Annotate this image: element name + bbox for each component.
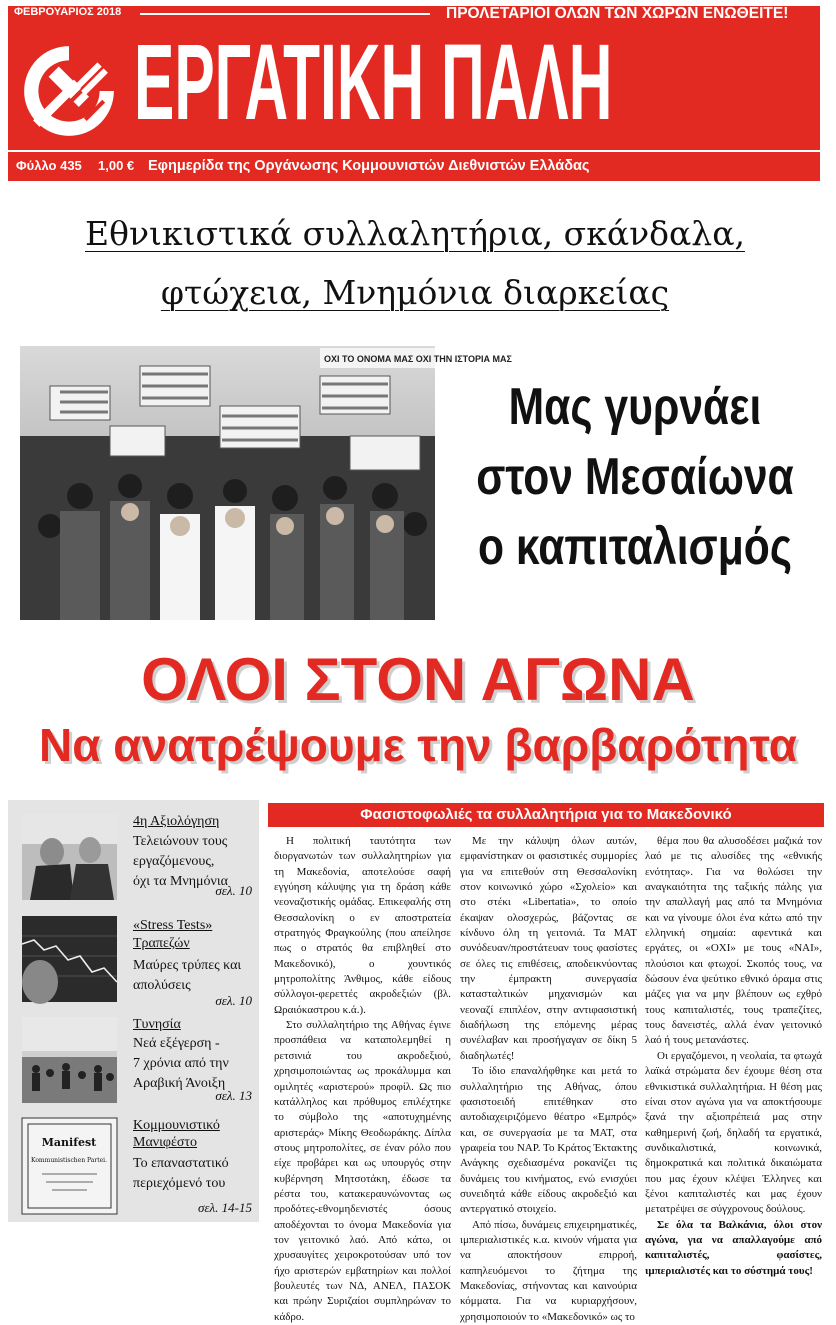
issue-price: 1,00 € (98, 158, 135, 173)
sidebar-item-3-kicker: Τυνησία (133, 1017, 181, 1032)
sidebar-item-4-kicker-2: Μανιφέστο (133, 1135, 198, 1150)
sidebar-item-3-page: σελ. 13 (215, 1088, 252, 1103)
sidebar-item-2-page: σελ. 10 (215, 993, 252, 1008)
masthead-rule-top (140, 13, 430, 15)
call-subheadline: Να ανατρέψουμε την βαρβαρότητα (38, 719, 798, 771)
call-headline: ΟΛΟΙ ΣΤΟΝ ΑΓΩΝΑ (141, 646, 695, 713)
sidebar-item-1-page: σελ. 10 (215, 883, 252, 898)
sidebar-item-2-line: απολύσεις (133, 978, 191, 993)
article-paragraph: θέμα που θα αλυσοδέσει μαζικά τον λαό με τις αλυσίδες της «εθνικής ενότητας». Για να θολώσει την αναγκαιότητα της ταξικής πάλης για την απαλλαγή μας από τα Μνημόνια και να γίνουμε όλοι ένα κάτω από την ελληνική σημαία: αφεντικά και εργάτες, οι «ΟΧΙ» με τους «ΝΑΙ», πλούσιοι και φτωχοί. Σκοπός τους, να δώσουν ένα ψεύτικο εθνικό όραμα στις μάζες για να μην βλέπουν ως εχθρό τους καπιταλιστές, τους τραπεζίτες, τους δανειστές, αλλά έναν γειτονικό λαό ή τους μετανάστες. (645, 835, 822, 1047)
sidebar-item-4-kicker: Κομμουνιστικό (133, 1118, 220, 1133)
main-title-line-1: Μας γυρνάει (508, 378, 762, 436)
masthead-rule-bottom (8, 150, 820, 152)
sidebar-item-2-kicker-2: Τραπεζών (133, 936, 190, 951)
article-column-2 (460, 834, 637, 1325)
sidebar-item-2-line: Μαύρες τρύπες και (133, 958, 242, 973)
article-paragraph: Στο συλλαλητήριο της Αθήνας έγινε προσπάθεια να καταπολεμηθεί η ρετσινιά του ακροδεξιού, χρησιμοποιώντας ως προκάλυμμα και ομιλητές «αριστερού» προφίλ. Ως πιο κατάλληλος και πρόθυμος επιλέχτηκε το σύμβολο της «αποτυχημένης αριστεράς» Μίκης Θεοδωράκης. Δίπλα στους μητροπολίτες, σε έναν ρόλο που είχε προβάρει και ως υπουργός στην κυβέρνηση Μητσοτάκη, έδωσε τα ρέστα του, κατακεραυνώνοντας ως προδότες-εθνομηδενιστές όσους αποδέχονται το όνομα Μακεδονία για τον γειτονικό λαό. Από κάτω, οι χρυσαυγίτες χειροκροτούσαν υπό τον ήχο αριστερών εμβατηρίων και πολλοί βουλευτές των ΝΔ, ΑΝΕΛ, ΠΑΣΟΚ και πρώην Συριζαίοι συμπληρώναν το κάδρο. (274, 1019, 451, 1323)
thumb-manifesto-cover (22, 1118, 117, 1214)
sidebar-item-1-line: εργαζόμενους, (133, 854, 215, 869)
article-column-3 (645, 834, 822, 1279)
article-column-1 (274, 834, 451, 1325)
thumb-tunisia-protest (22, 1017, 117, 1103)
issue-date: ΦΕΒΡΟΥΑΡΙΟΣ 2018 (14, 6, 122, 18)
thumb-stock-chart (22, 916, 117, 1002)
article-paragraph: Οι εργαζόμενοι, η νεολαία, τα φτωχά λαϊκά στρώματα δεν έχουμε θέση στα εθνικιστικά συλλαλητήρια. Η θέση μας είναι στον αγώνα για να αποκτήσουμε ξανά την αξιοπρέπειά μας στην καθημερινή ζωή, δηλαδή τα εργατικά, συνδικαλιστικά, κοινωνικά, δημοκρατικά και πολιτικά δικαιώματα που μας έχουν κλέψει Έλληνες και ξένοι καπιταλιστές και μας έχουν μετατρέψει σε σύγχρονους δούλους. (645, 1049, 822, 1216)
thumb-ministers-photo (22, 814, 117, 900)
photo-banner-text: ΟΧΙ ΤΟ ΟΝΟΜΑ ΜΑΣ ΟΧΙ ΤΗΝ ΙΣΤΟΡΙΑ ΜΑΣ (324, 354, 512, 364)
main-title-line-2: στον Μεσαίωνα (476, 448, 794, 506)
sidebar-item-3-line: 7 χρόνια από την (133, 1056, 229, 1071)
sidebar-item-4-line: περιεχόμενό του (133, 1176, 226, 1191)
article-paragraph: Από πίσω, δυνάμεις επιχειρηματικές, ιμπεριαλιστικές κ.α. κινούν νήματα για να αποκτήσουν επιρροή, καπηλευόμενοι το ζήτημα της Μακεδονίας, στήνοντας και καινούρια κόμματα. Για να κυριαρχήσουν, χρησιμοποιούν το «Μακεδονικό» ως το (460, 1218, 637, 1323)
sidebar-item-2-kicker: «Stress Tests» (133, 918, 213, 933)
sidebar-item-3-line: Αραβική Άνοιξη (133, 1076, 226, 1091)
sidebar-item-3-line: Νεά εξέγερση - (133, 1036, 220, 1051)
masthead-slogan: ΠΡΟΛΕΤΑΡΙΟΙ ΟΛΩΝ ΤΩΝ ΧΩΡΩΝ ΕΝΩΘΕΙΤΕ! (446, 5, 789, 22)
sidebar-item-4-line: Το επαναστατικό (133, 1156, 229, 1171)
headline-line-2: φτώχεια, Μνημόνια διαρκείας (160, 273, 670, 312)
sidebar-item-1-kicker: 4η Αξιολόγηση (133, 814, 220, 829)
newspaper-title: ΕΡΓΑΤΙΚΗ ΠΑΛΗ (134, 21, 613, 142)
article-paragraph: Το ίδιο επαναλήφθηκε και μετά το συλλαλητήριο της Αθήνας, όπου φασιστοειδή επιτέθηκαν στο αυτοδιαχειριζόμενο θέατρο «Εμπρός» και, σε συνεργασία με τα ΜΑΤ, στα γραφεία του ΝΑΡ. Το Κράτος Έκτακτης Ανάγκης σχεδιασμένα ροκανίζει τις δυνάμεις του κινήματος, ενώ ενισχύει συνειδητά κάθε είδους ακροδεξιό και αντεργατικό στοιχείο. (460, 1065, 637, 1216)
article-paragraph: Με την κάλυψη όλων αυτών, εμφανίστηκαν οι φασιστικές συμμορίες για να επιτεθούν στη Θεσσαλονίκη στον κοινωνικό χώρο «Σχολείο» και στο στέκι «Libertatia», το οποίο έκαψαν ολοσχερώς, βάζοντας σε κίνδυνο όλη τη γειτονιά. Τα ΜΑΤ συνόδευαν/προστάτευαν τους φασίστες σε όλες τις επιθέσεις, αποδεικνύοντας την έμπρακτη συνεργασία κατασταλτικών μηχανισμών και νεοναζί επιπλέον, στην αντιφασιστική διαδήλωση της επόμενης μέρας συνέλαβαν και προσήγαγαν σε δίκη 5 διαδηλωτές! (460, 835, 637, 1062)
article-closing-slogan: Σε όλα τα Βαλκάνια, όλοι στον αγώνα, για να απαλλαγούμε από καπιταλιστές, φασίστες, ιμπεριαλιστές και το σύστημά τους! (645, 1218, 822, 1277)
issue-number: Φύλλο 435 (16, 158, 82, 173)
article-paragraph: Η πολιτική ταυτότητα των διοργανωτών των συλλαλητηρίων για τη Μακεδονία, αποτελούσε σαφή εγγύηση κάλυψης για τη δράση κάθε νεοναζιστικής ομάδας. Επικεφαλής στη Θεσσαλονίκη ο εν αποστρατεία στρατηγός Φραγκούλης (που απείλησε πως ο στρατός θα επιβληθεί στο Μακεδονικό), ο χουντικός μητροπολίτης Άνθιμος, κάθε είδους σύλλογοι-φερεττές ακροδεξιών (βλ. Ωραιόκαστρου κ.ά.). (274, 835, 451, 1016)
sidebar-item-4-page: σελ. 14-15 (198, 1200, 252, 1215)
sidebar-item-1-line: όχι τα Μνημόνια (133, 874, 228, 889)
sidebar-item-1-line: Τελειώνουν τους (133, 834, 228, 849)
main-title-line-3: ο καπιταλισμός (477, 518, 793, 576)
rally-photo (20, 346, 512, 620)
manifesto-cover-subtitle: Kommunistischen Partei. (31, 1157, 107, 1164)
manifesto-cover-title: Manifest (41, 1136, 97, 1149)
article-title: Φασιστοφωλιές τα συλλαλητήρια για το Μακεδονικό (360, 806, 732, 823)
organization-line: Εφημερίδα της Οργάνωσης Κομμουνιστών Διεθνιστών Ελλάδας (148, 158, 590, 174)
hammer-sickle-logo-icon (18, 40, 120, 142)
headline-line-1: Εθνικιστικά συλλαλητήρια, σκάνδαλα, (85, 214, 745, 253)
